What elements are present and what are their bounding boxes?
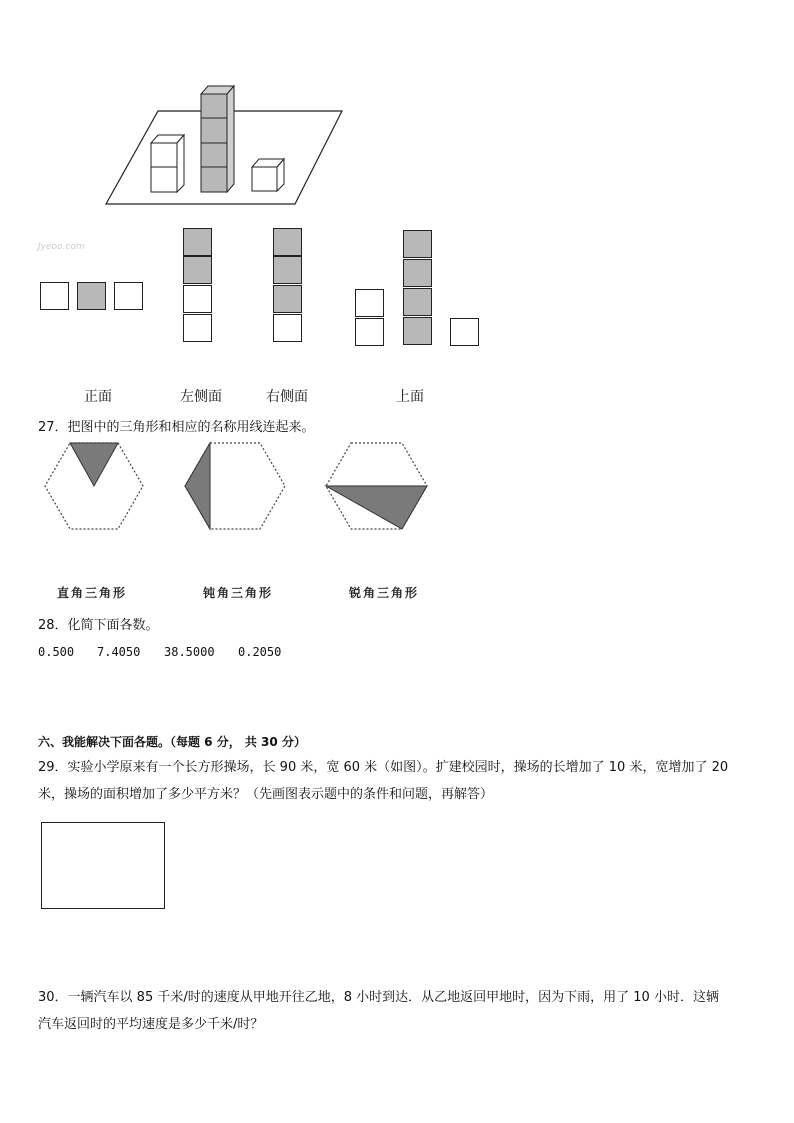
square-gray xyxy=(403,288,432,316)
number-item: 38.5000 xyxy=(164,645,215,659)
hexagon-figures xyxy=(40,440,440,535)
playground-rectangle xyxy=(41,822,165,909)
view-label-right: 右侧面 xyxy=(266,389,308,405)
question-27: 27．把图中的三角形和相应的名称用线连起来。 xyxy=(38,420,315,435)
question-29-line-1: 29．实验小学原来有一个长方形操场，长 90 米，宽 60 米（如图）。扩建校园时，操场的长增加了 10 米，宽增加了 20 xyxy=(38,760,729,775)
question-30-line-1: 30．一辆汽车以 85 千米/时的速度从甲地开往乙地，8 小时到达．从乙地返回甲地时，因为下雨，用了 10 小时．这辆 xyxy=(38,990,719,1005)
square xyxy=(355,289,384,317)
square-gray xyxy=(273,285,302,313)
question-29 xyxy=(38,754,768,808)
question-28: 28．化简下面各数。 xyxy=(38,618,159,633)
square xyxy=(273,314,302,342)
triangle-label-right: 直角三角形 xyxy=(57,586,128,600)
section-6-title: 六、我能解决下面各题。（每题 6 分， 共 30 分） xyxy=(38,735,306,749)
square-gray xyxy=(77,282,106,310)
square xyxy=(183,314,212,342)
cube-arrangement-figure xyxy=(100,80,350,210)
question-29-line-2: 米，操场的面积增加了多少平方米？（先画图表示题中的条件和问题，再解答） xyxy=(38,787,494,802)
square-gray xyxy=(183,228,212,256)
square xyxy=(355,318,384,346)
square xyxy=(183,285,212,313)
square-gray xyxy=(403,230,432,258)
triangle-label-obtuse: 钝角三角形 xyxy=(203,586,274,600)
triangle-label-acute: 锐角三角形 xyxy=(349,586,420,600)
square-gray xyxy=(273,228,302,256)
view-label-front: 正面 xyxy=(84,389,112,405)
number-item: 0.500 xyxy=(38,645,75,659)
square xyxy=(114,282,143,310)
question-30 xyxy=(38,984,768,1038)
square-gray xyxy=(403,259,432,287)
view-label-top: 上面 xyxy=(396,389,424,405)
square xyxy=(40,282,69,310)
square xyxy=(450,318,479,346)
square-gray xyxy=(273,256,302,284)
number-item: 0.2050 xyxy=(238,645,282,659)
square-gray xyxy=(183,256,212,284)
view-label-left: 左侧面 xyxy=(180,389,222,405)
number-item: 7.4050 xyxy=(97,645,141,659)
question-30-line-2: 汽车返回时的平均速度是多少千米/时？ xyxy=(38,1017,264,1032)
watermark: Jyeoo.com xyxy=(38,242,85,252)
square-gray xyxy=(403,317,432,345)
